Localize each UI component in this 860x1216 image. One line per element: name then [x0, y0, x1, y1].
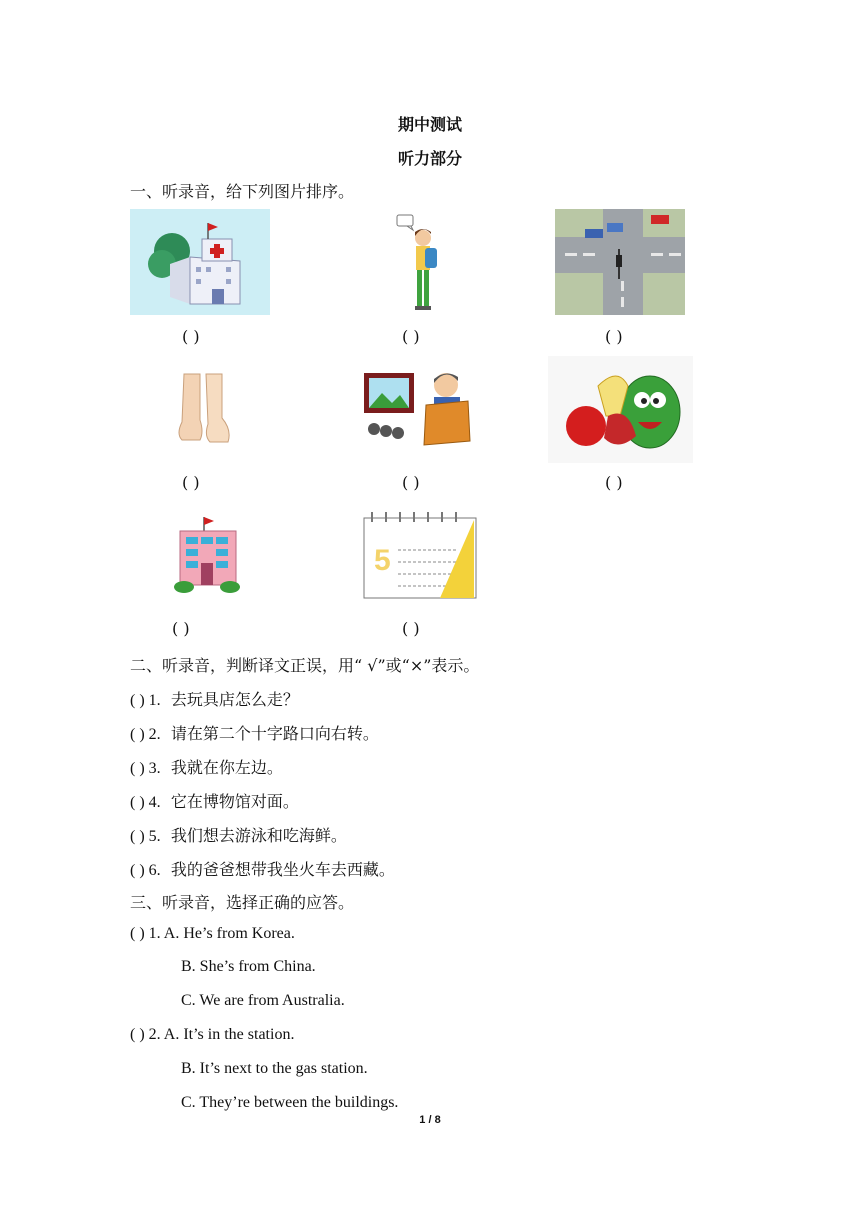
section2-heading: 二、听录音，判断译文正误，用“ √”或“×”表示。: [130, 656, 480, 675]
order-blank-6[interactable]: ( ): [605, 473, 623, 492]
fruits-icon: [548, 356, 693, 463]
choice-number[interactable]: ( ) 1.: [130, 925, 161, 942]
judge-item: [130, 823, 347, 846]
choice-question-1: [130, 925, 295, 943]
judge-item-number[interactable]: ( ) 5.: [130, 828, 161, 845]
svg-text:5: 5: [374, 544, 391, 577]
choice-option-b[interactable]: B. She’s from China.: [181, 958, 316, 975]
order-blank-5[interactable]: ( ): [402, 473, 420, 492]
choice-option-a[interactable]: A. He’s from Korea.: [163, 925, 295, 942]
judge-item: [130, 857, 395, 880]
judge-item-text: 我们想去游泳和吃海鲜。: [170, 826, 347, 845]
judge-item-text: 我就在你左边。: [170, 758, 283, 777]
choice-option-b[interactable]: B. It’s next to the gas station.: [181, 1060, 368, 1077]
judge-item-number[interactable]: ( ) 2.: [130, 726, 161, 743]
order-blank-3[interactable]: ( ): [605, 327, 623, 346]
judge-item: [130, 789, 299, 812]
judge-item-text: 我的爸爸想带我坐火车去西藏。: [170, 860, 395, 879]
cinema-icon: [360, 365, 472, 451]
order-blank-1[interactable]: ( ): [182, 327, 200, 346]
page-number: 1 / 8: [419, 1114, 441, 1126]
judge-item-text: 去玩具店怎么走？: [170, 690, 299, 709]
order-blank-2[interactable]: ( ): [402, 327, 420, 346]
page-subtitle: 听力部分: [397, 149, 462, 168]
order-blank-4[interactable]: ( ): [182, 473, 200, 492]
choice-option-c[interactable]: C. They’re between the buildings.: [181, 1094, 399, 1111]
school-building-icon: [170, 515, 244, 595]
choice-question-2: [130, 1026, 294, 1044]
judge-item-number[interactable]: ( ) 1.: [130, 692, 161, 709]
calendar-icon: [362, 510, 478, 600]
judge-item: [130, 687, 299, 710]
boy-talking-icon: [395, 212, 445, 315]
crossroads-icon: [555, 209, 685, 315]
page-title: 期中测试: [397, 115, 462, 134]
choice-option-a[interactable]: A. It’s in the station.: [163, 1026, 295, 1043]
hospital-icon: [130, 209, 270, 315]
judge-item: [130, 721, 379, 744]
order-blank-8[interactable]: ( ): [402, 619, 420, 638]
judge-item-number[interactable]: ( ) 4.: [130, 794, 161, 811]
judge-item-text: 它在博物馆对面。: [170, 792, 299, 811]
order-blank-7[interactable]: ( ): [172, 619, 190, 638]
section1-heading: 一、听录音，给下列图片排序。: [130, 182, 355, 201]
judge-item-number[interactable]: ( ) 3.: [130, 760, 161, 777]
choice-option-c[interactable]: C. We are from Australia.: [181, 992, 345, 1009]
section3-heading: 三、听录音，选择正确的应答。: [130, 893, 355, 912]
feet-icon: [170, 370, 240, 450]
choice-number[interactable]: ( ) 2.: [130, 1026, 161, 1043]
judge-item: [130, 755, 283, 778]
judge-item-number[interactable]: ( ) 6.: [130, 862, 161, 879]
judge-item-text: 请在第二个十字路口向右转。: [170, 724, 379, 743]
